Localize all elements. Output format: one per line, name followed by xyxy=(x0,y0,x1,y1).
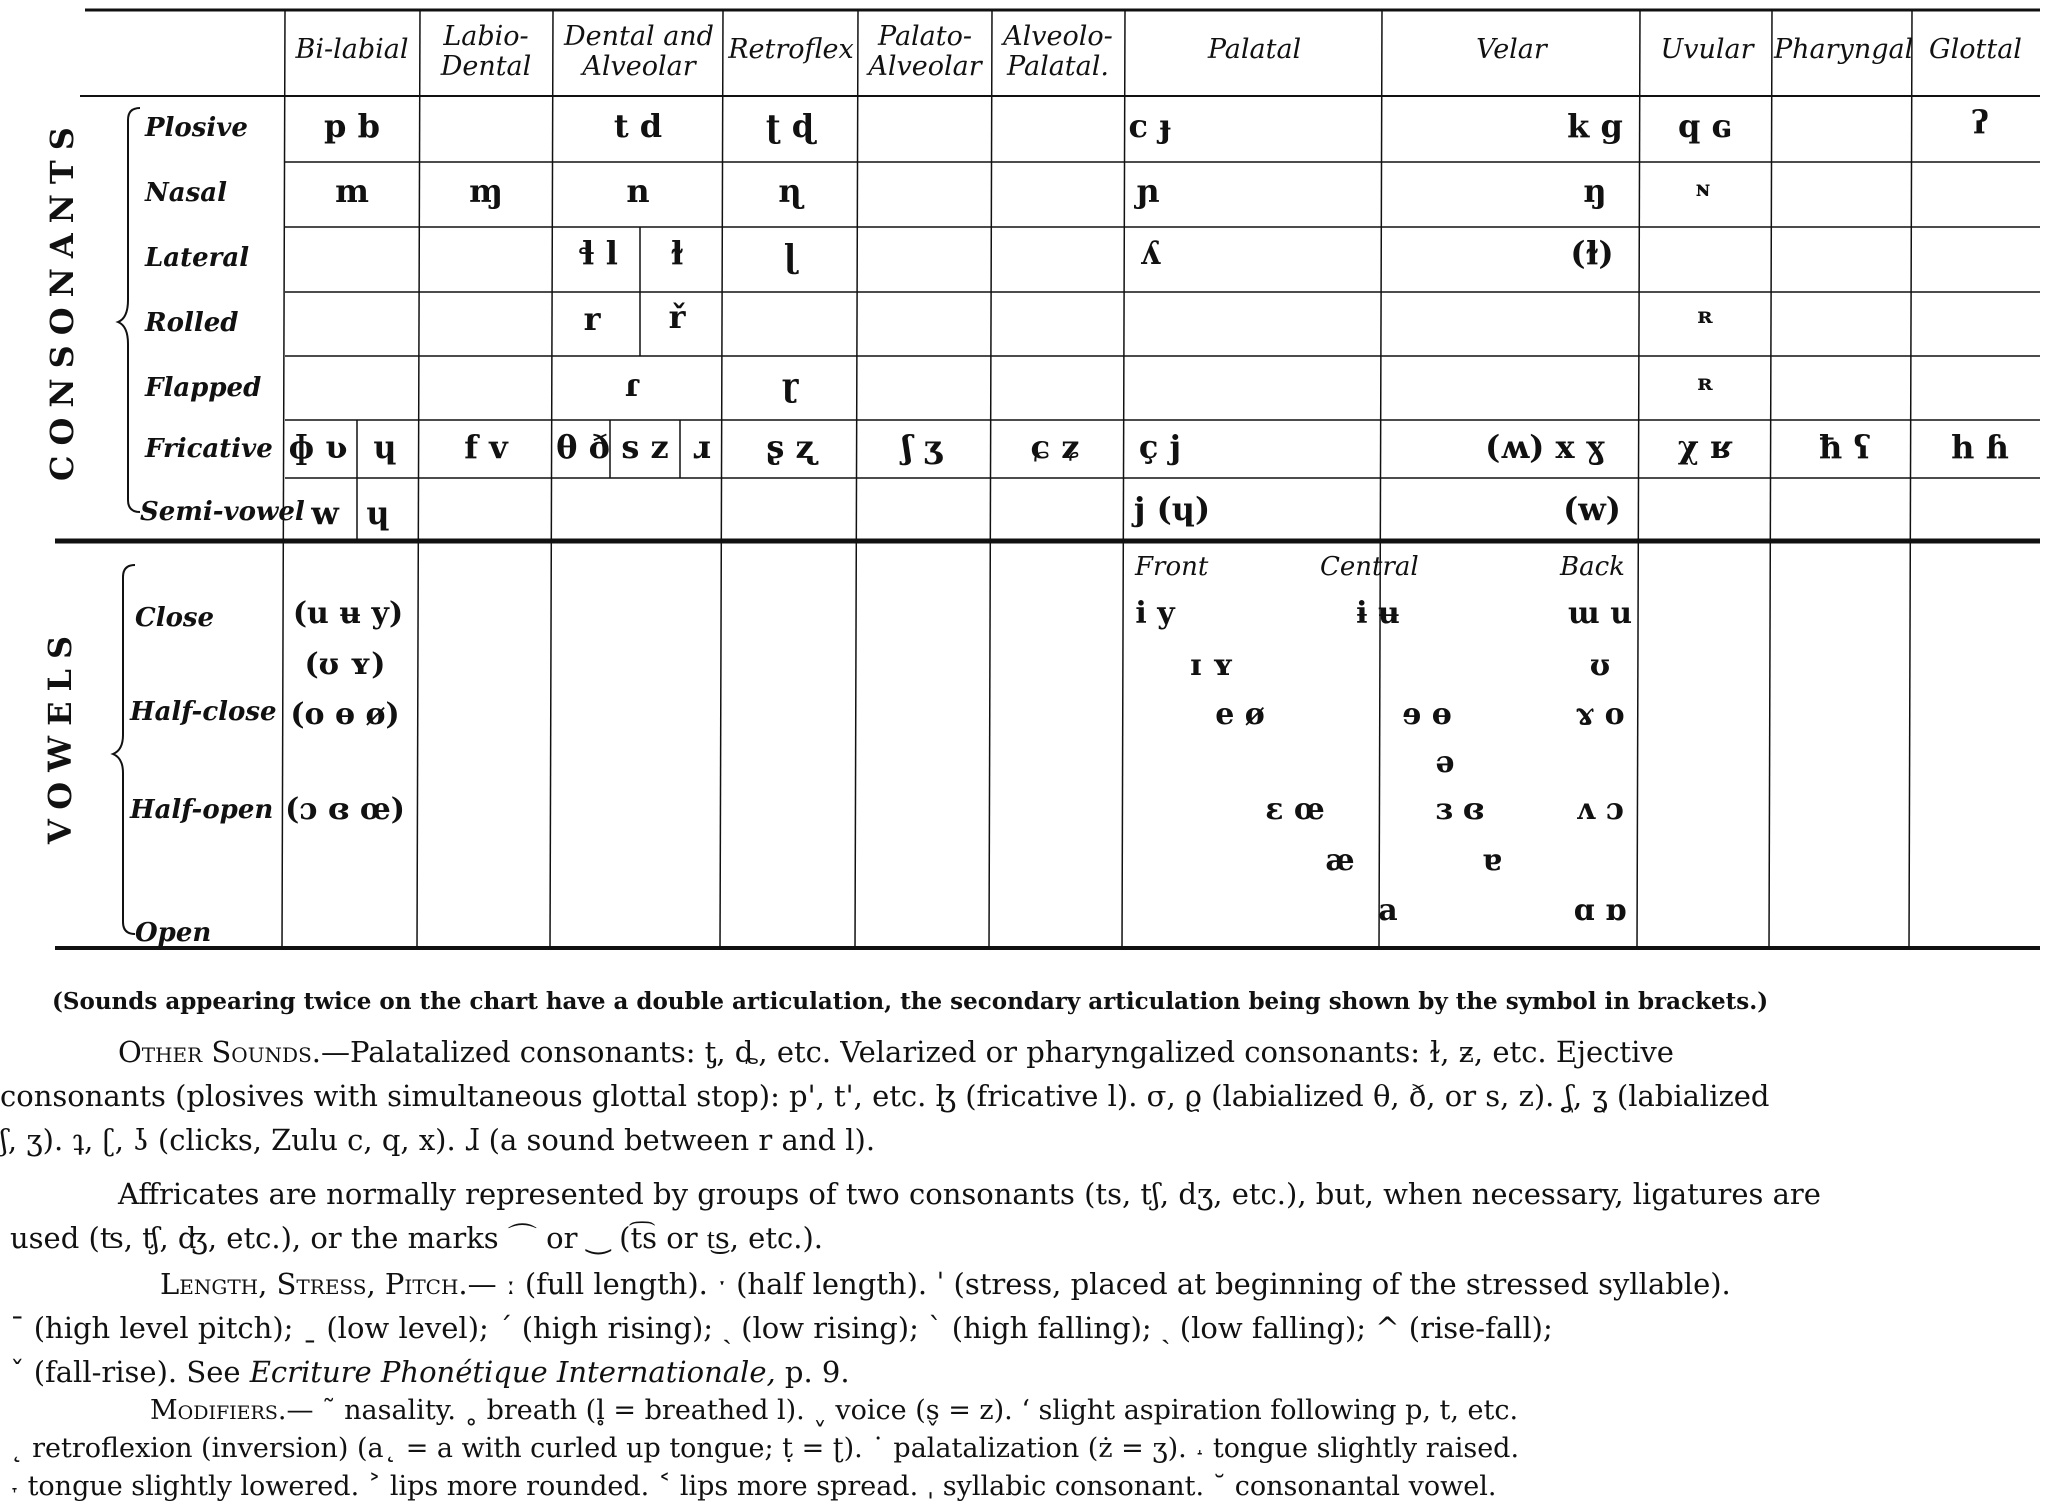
modifiers-line3: ˕ tongue slightly lowered. ˃ lips more rounded. ˂ lips more spread. ˌ syllabic consonant. ˘ consonantal vowel. xyxy=(10,1471,1497,1502)
cell-lateral-dental-a: ɬ l xyxy=(578,234,618,272)
other-sounds-line1: —Palatalized consonants: ƫ, ȡ, etc. Velarized or pharyngalized consonants: ɫ, ƶ, etc. Ejective xyxy=(321,1035,1674,1069)
cell-plosive-uvular: q ɢ xyxy=(1678,107,1732,145)
vowel-quad: ɜ ɞ xyxy=(1435,792,1485,827)
cell-fricative-dental-c: ɹ xyxy=(692,428,712,466)
vowel-quad: ɐ xyxy=(1482,843,1502,878)
col-alveolopalatal: Alveolo- Palatal. xyxy=(1003,21,1113,82)
modifiers-heading: Modifiers. xyxy=(150,1395,287,1426)
other-sounds-line2: consonants (plosives with simultaneous glottal stop): p', t', etc. ɮ (fricative l). σ, ϱ (labialized θ, ð, or s, z). ʆ, ʓ (labialized xyxy=(0,1079,1770,1113)
row-close: Close xyxy=(135,603,215,633)
column-line xyxy=(1122,10,1125,948)
column-line xyxy=(1909,10,1912,948)
cell-nasal-dental: n xyxy=(626,172,650,210)
row-nasal: Nasal xyxy=(145,178,227,208)
vowel-quad: æ xyxy=(1325,843,1355,878)
col-retroflex: Retroflex xyxy=(728,34,854,65)
length-paragraph xyxy=(10,1262,2040,1394)
cell-nasal-uvular: ɴ xyxy=(1695,176,1711,202)
vowels-brace xyxy=(113,565,135,934)
vowel-bilabial-halfopen: (ɔ ɞ œ) xyxy=(285,792,405,827)
cell-nasal-palatal: ɲ xyxy=(1136,172,1160,210)
other-sounds-heading: Other Sounds. xyxy=(118,1035,322,1069)
row-semivowel: Semi-vowel xyxy=(140,497,305,527)
vowel-quad: ə xyxy=(1435,745,1455,780)
cell-semivowel-bilabial-a: w xyxy=(311,494,339,532)
cell-lateral-dental-b: ɫ xyxy=(670,234,684,272)
row-plosive: Plosive xyxy=(145,113,248,143)
cell-plosive-palatal: c ɟ xyxy=(1128,107,1172,145)
cell-nasal-retroflex: ɳ xyxy=(778,172,802,210)
affricates-line1: Affricates are normally represented by groups of two consonants (ts, tʃ, dʒ, etc.), but, when necessary, ligatures are xyxy=(118,1177,1821,1211)
row-flapped: Flapped xyxy=(145,373,262,403)
cell-fricative-dental-b: s z xyxy=(621,428,669,466)
vowel-quad: ɯ u xyxy=(1568,596,1632,631)
vowel-quad: ɘ ɵ xyxy=(1402,697,1452,732)
cell-fricative-uvular: χ ʁ xyxy=(1677,428,1733,466)
vowel-bilabial-close-lower: (ʊ ʏ) xyxy=(304,647,386,682)
cell-semivowel-velar: (w) xyxy=(1563,490,1621,528)
cell-semivowel-bilabial-b: ɥ xyxy=(366,494,390,532)
cell-fricative-pharyngal: ħ ʕ xyxy=(1818,428,1872,466)
vowel-quad: i y xyxy=(1135,596,1175,631)
col-palatal: Palatal xyxy=(1207,34,1302,65)
cell-fricative-dental-a: θ ð xyxy=(556,428,610,466)
column-line xyxy=(1769,10,1772,948)
cell-nasal-velar: ŋ xyxy=(1583,172,1607,210)
vowel-bilabial-halfclose: (o ɵ ø) xyxy=(290,697,400,732)
cell-fricative-bilabial-b: ɥ xyxy=(373,428,397,466)
cell-lateral-velar: (ɫ) xyxy=(1570,234,1614,272)
col-palatoalveolar: Palato- Alveolar xyxy=(868,21,982,82)
col-uvular: Uvular xyxy=(1660,34,1754,65)
cell-fricative-labiodental: f v xyxy=(464,428,508,466)
cell-fricative-glottal: h ɦ xyxy=(1951,428,2009,466)
vowel-pos-front: Front xyxy=(1135,552,1209,582)
length-line3: ˇ (fall-rise). See xyxy=(10,1355,250,1389)
vowel-quad: e ø xyxy=(1215,697,1265,732)
column-line xyxy=(855,10,858,948)
vowel-quad: ɑ ɒ xyxy=(1573,893,1627,928)
column-line xyxy=(1379,10,1382,948)
modifiers-line2: ˛ retroflexion (inversion) (a˛ = a with curled up tongue; ṭ = ʈ). ˙ palatalization (ż = ʒ). ˔ tongue slightly raised. xyxy=(10,1433,1520,1464)
length-page: p. 9. xyxy=(775,1355,850,1389)
cell-plosive-glottal: ʔ xyxy=(1971,103,1989,141)
row-rolled: Rolled xyxy=(145,308,239,338)
cell-flapped-dental: ɾ xyxy=(624,366,640,404)
row-half-open: Half-open xyxy=(130,795,274,825)
col-dental-alveolar: Dental and Alveolar xyxy=(564,21,714,82)
cell-flapped-retroflex: ɽ xyxy=(781,366,799,404)
cell-fricative-retroflex: ʂ ʐ xyxy=(766,428,814,466)
cell-flapped-uvular: ʀ xyxy=(1697,370,1713,396)
cell-rolled-dental-a: r xyxy=(583,300,601,338)
double-articulation-note: (Sounds appearing twice on the chart have a double articulation, the secondary articulation being shown by the symbol in brackets.) xyxy=(52,988,1769,1015)
row-lateral: Lateral xyxy=(145,243,250,273)
cell-plosive-velar: k g xyxy=(1567,107,1623,145)
col-velar: Velar xyxy=(1476,34,1547,65)
row-half-close: Half-close xyxy=(130,697,277,727)
other-sounds-paragraph xyxy=(0,1030,2030,1162)
cell-lateral-palatal: ʎ xyxy=(1139,234,1161,272)
column-line xyxy=(989,10,992,948)
vowel-quad: a xyxy=(1378,893,1398,928)
column-line xyxy=(550,10,553,948)
cell-plosive-dental: t d xyxy=(613,107,663,145)
cell-fricative-palatoalveolar: ʃ ʒ xyxy=(902,428,942,466)
affricates-paragraph xyxy=(10,1172,2040,1260)
length-heading: Length, Stress, Pitch. xyxy=(160,1267,468,1301)
cell-plosive-bilabial: p b xyxy=(324,107,380,145)
cell-rolled-uvular: ʀ xyxy=(1697,303,1713,329)
column-line xyxy=(417,10,420,948)
cell-fricative-velar: (ʍ) x ɣ xyxy=(1485,428,1605,466)
col-glottal: Glottal xyxy=(1929,34,2022,65)
cell-nasal-bilabial: m xyxy=(335,172,369,210)
vowel-pos-central: Central xyxy=(1320,552,1419,582)
consonants-brace xyxy=(118,108,140,512)
row-fricative: Fricative xyxy=(145,434,273,464)
consonants-title: CONSONANTS xyxy=(43,117,81,481)
cell-fricative-bilabial-a: ɸ ʋ xyxy=(288,428,348,466)
vowel-pos-back: Back xyxy=(1560,552,1625,582)
cell-lateral-retroflex: ɭ xyxy=(783,237,797,275)
vowel-quad: ɨ ʉ xyxy=(1356,596,1400,631)
vowel-bilabial-close: (u ʉ y) xyxy=(292,596,404,631)
vowel-quad: ɪ ʏ xyxy=(1190,648,1234,683)
cell-fricative-palatal: ç j xyxy=(1138,428,1182,466)
ecriture-reference: Ecriture Phonétique Internationale, xyxy=(249,1355,776,1389)
cell-rolled-dental-b: ř xyxy=(668,298,686,336)
vowel-quad: ʊ xyxy=(1589,648,1611,683)
cell-fricative-alveolopalatal: ɕ ʑ xyxy=(1030,428,1080,466)
vowel-quad: ʌ ɔ xyxy=(1576,792,1624,827)
col-bilabial: Bi-labial xyxy=(295,34,409,65)
modifiers-paragraph xyxy=(10,1392,2040,1506)
column-line xyxy=(720,10,723,948)
vowel-quad: ɤ o xyxy=(1575,697,1625,732)
modifiers-line1: — ˜ nasality. ˳ breath (l̥ = breathed l). ˬ voice (s̬ = z). ʻ slight aspiration following p, t, etc. xyxy=(286,1395,1519,1426)
column-line xyxy=(1637,10,1640,948)
length-line1: — ː (full length). ˑ (half length). ˈ (stress, placed at beginning of the stressed syllable). xyxy=(467,1267,1731,1301)
cell-nasal-labiodental: ɱ xyxy=(469,172,503,210)
length-line2: ˉ (high level pitch); ˍ (low level); ˊ (high rising); ˏ (low rising); ˋ (high falling); ˎ (low falling); ^ (rise-fall); xyxy=(10,1311,1553,1345)
other-sounds-line3: ʃ, ʒ). ʇ, ʗ, ʖ (clicks, Zulu c, q, x). ɺ (a sound between r and l). xyxy=(0,1123,876,1157)
cell-plosive-retroflex: ʈ ɖ xyxy=(765,107,815,145)
vowel-quad: ɛ œ xyxy=(1265,792,1325,827)
vowels-title: VOWELS xyxy=(41,625,79,844)
col-pharyngal: Pharyngal xyxy=(1774,34,1914,65)
affricates-line2: used (ʦ, ʧ, ʤ, etc.), or the marks ⌒ or ‿ (t͡s or t͜s, etc.). xyxy=(10,1221,823,1255)
cell-semivowel-palatal: j (ɥ) xyxy=(1133,490,1211,528)
row-open: Open xyxy=(135,918,212,948)
col-labiodental: Labio- Dental xyxy=(440,21,532,82)
